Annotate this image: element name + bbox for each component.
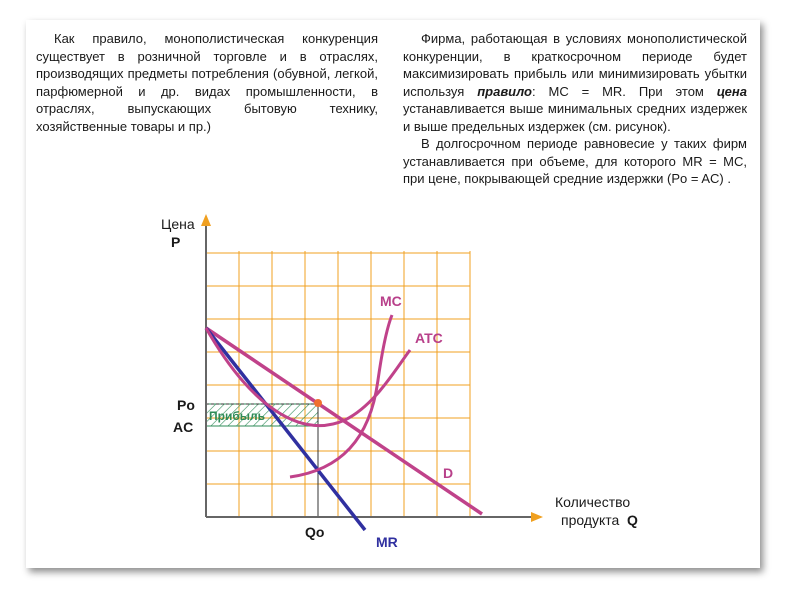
atc-label: ATC xyxy=(415,330,443,346)
right-paragraph-2: В долгосрочном периоде равновесие у таких фирм устанавливается при объеме, для которого MR = MC, при цене, покрывающей средние издержки (Po = AC) . xyxy=(403,136,747,186)
mr-curve xyxy=(206,328,365,530)
quantity-label: Qo xyxy=(305,524,325,540)
mr-label: MR xyxy=(376,534,398,550)
equilibrium-point xyxy=(314,399,322,407)
y-axis-symbol: P xyxy=(171,234,181,250)
left-paragraph: Как правило, монополистическая конкуренция существует в розничной торговле и в отраслях, производящих предметы потребления (обувной, легкой, парфюмерной и др. видах промышленности, в отраслях, выпускающих бытовую технику, хозяйственные товары и пр.) xyxy=(36,31,378,134)
profit-label: Прибыль xyxy=(209,409,265,423)
price-word: цена xyxy=(716,83,747,99)
price-label: Po xyxy=(177,397,195,413)
x-axis-title: Количество xyxy=(555,494,631,510)
x-axis-arrow xyxy=(531,512,543,522)
d-label: D xyxy=(443,465,454,481)
y-axis-arrow xyxy=(201,214,211,226)
rule-word: правило xyxy=(477,83,532,99)
mc-label: MC xyxy=(380,293,402,309)
x-axis-title-2: продукта xyxy=(561,512,620,528)
x-axis-symbol: Q xyxy=(627,512,638,528)
right-paragraph-1: Фирма, работающая в условиях монополистической конкуренции, в краткосрочном периоде будет максимизировать прибыль или минимизировать убытки используя правило: MC = MR. При этом цена устанавливается выше минимальных средних издержек и выше предельных издержек (см. рисунок). xyxy=(403,31,747,134)
y-axis-title: Цена xyxy=(161,216,195,232)
ac-label: AC xyxy=(173,419,194,435)
